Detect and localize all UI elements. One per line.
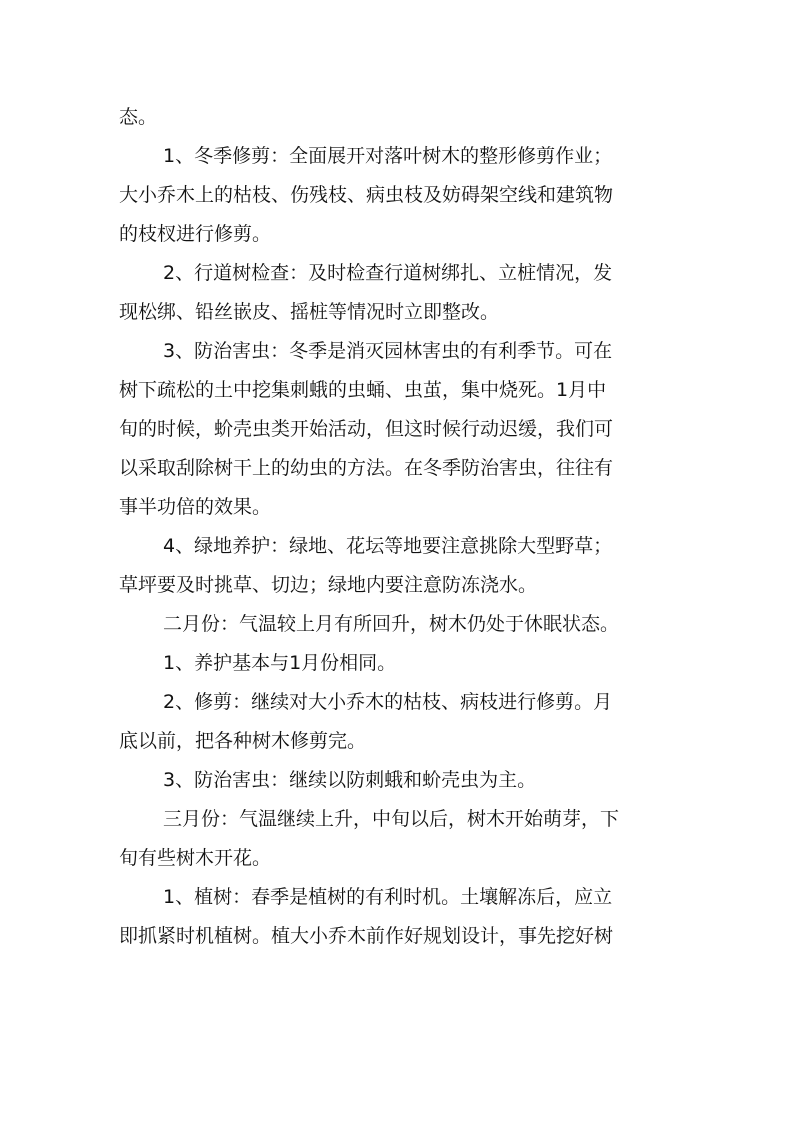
text-line-21: 1、植树：春季是植树的有利时机。土壤解冻后，应立 xyxy=(163,886,613,908)
text-line-3: 大小乔木上的枯枝、伤残枝、病虫枝及妨碍架空线和建筑物 xyxy=(119,184,614,206)
text-line-9: 旬的时候，蚧壳虫类开始活动，但这时候行动迟缓，我们可 xyxy=(119,418,614,440)
text-line-20: 旬有些树木开花。 xyxy=(119,847,272,869)
text-line-8: 树下疏松的土中挖集刺蛾的虫蛹、虫茧，集中烧死。1月中 xyxy=(119,379,607,401)
document-body xyxy=(119,98,679,956)
text-line-4: 的枝杈进行修剪。 xyxy=(119,223,272,245)
text-line-7: 3、防治害虫：冬季是消灭园林害虫的有利季节。可在 xyxy=(163,340,613,362)
text-line-11: 事半功倍的效果。 xyxy=(119,496,272,518)
text-line-19: 三月份：气温继续上升，中旬以后，树木开始萌芽，下 xyxy=(163,808,620,830)
text-line-2: 1、冬季修剪：全面展开对落叶树木的整形修剪作业； xyxy=(163,145,613,167)
text-line-22: 即抓紧时机植树。植大小乔木前作好规划设计，事先挖好树 xyxy=(119,925,614,947)
text-line-14: 二月份：气温较上月有所回升，树木仍处于休眠状态。 xyxy=(163,613,620,635)
text-line-15: 1、养护基本与1月份相同。 xyxy=(163,652,397,674)
text-line-16: 2、修剪：继续对大小乔木的枯枝、病枝进行修剪。月 xyxy=(163,691,613,713)
text-line-6: 现松绑、铅丝嵌皮、摇桩等情况时立即整改。 xyxy=(119,301,500,323)
text-line-17: 底以前，把各种树木修剪完。 xyxy=(119,730,367,752)
text-line-10: 以采取刮除树干上的幼虫的方法。在冬季防治害虫，往往有 xyxy=(119,457,614,479)
text-line-1: 态。 xyxy=(119,106,158,128)
text-line-18: 3、防治害虫：继续以防刺蛾和蚧壳虫为主。 xyxy=(163,769,537,791)
text-line-12: 4、绿地养护：绿地、花坛等地要注意挑除大型野草； xyxy=(163,535,613,557)
text-line-13: 草坪要及时挑草、切边；绿地内要注意防冻浇水。 xyxy=(119,574,538,596)
text-line-5: 2、行道树检查：及时检查行道树绑扎、立桩情况，发 xyxy=(163,262,613,284)
